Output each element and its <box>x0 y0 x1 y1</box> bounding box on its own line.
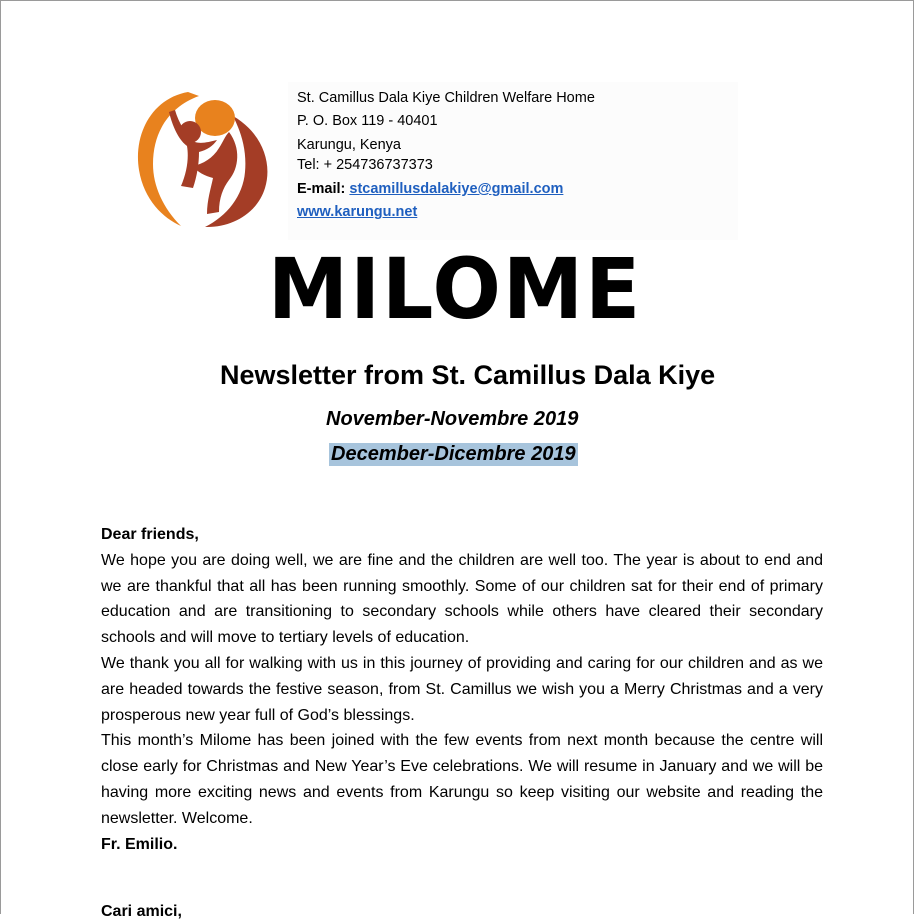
newsletter-subtitle: Newsletter from St. Camillus Dala Kiye <box>220 360 716 390</box>
masthead-title: MILOME <box>267 240 643 338</box>
letter-paragraph: We hope you are doing well, we are fine and the children are well too. The year is about to end and we are thankful that all has been running smoothly. Some of our children sat for their end of primary education and are transitioning to secondary schools while others have cleared their secondary schools and will move to tertiary levels of education. <box>101 551 823 647</box>
website-link[interactable]: www.karungu.net <box>297 204 418 220</box>
month-december: December-Dicembre 2019 <box>331 443 576 465</box>
letter-body <box>101 522 823 857</box>
email-label: E-mail: <box>297 181 346 197</box>
letter-paragraph: We thank you all for walking with us in this journey of providing and caring for our children and as we are headed towards the festive season, from St. Camillus we wish you a Merry Christmas and a very prosperous new year full of God’s blessings. <box>101 654 823 724</box>
letter-greeting: Dear friends, <box>101 526 199 543</box>
camillus-children-logo-icon <box>133 88 273 230</box>
po-box: P. O. Box 119 - 40401 <box>297 113 438 129</box>
org-name: St. Camillus Dala Kiye Children Welfare Home <box>297 90 595 106</box>
phone: Tel: + 254736737373 <box>297 157 433 173</box>
email-line <box>297 180 563 198</box>
website-line <box>297 203 417 221</box>
italian-greeting: Cari amici, <box>101 903 182 920</box>
letter-signature: Fr. Emilio. <box>101 835 178 853</box>
email-link[interactable]: stcamillusdalakiye@gmail.com <box>349 181 564 197</box>
letter-paragraph: This month’s Milome has been joined with the few events from next month because the centre will close early for Christmas and New Year’s Eve celebrations. We will resume in January and we will be having more exciting news and events from Karungu so keep visiting our website and reading the newsletter. Welcome. <box>101 732 823 827</box>
month-november: November-Novembre 2019 <box>326 408 579 430</box>
city: Karungu, Kenya <box>297 137 401 153</box>
